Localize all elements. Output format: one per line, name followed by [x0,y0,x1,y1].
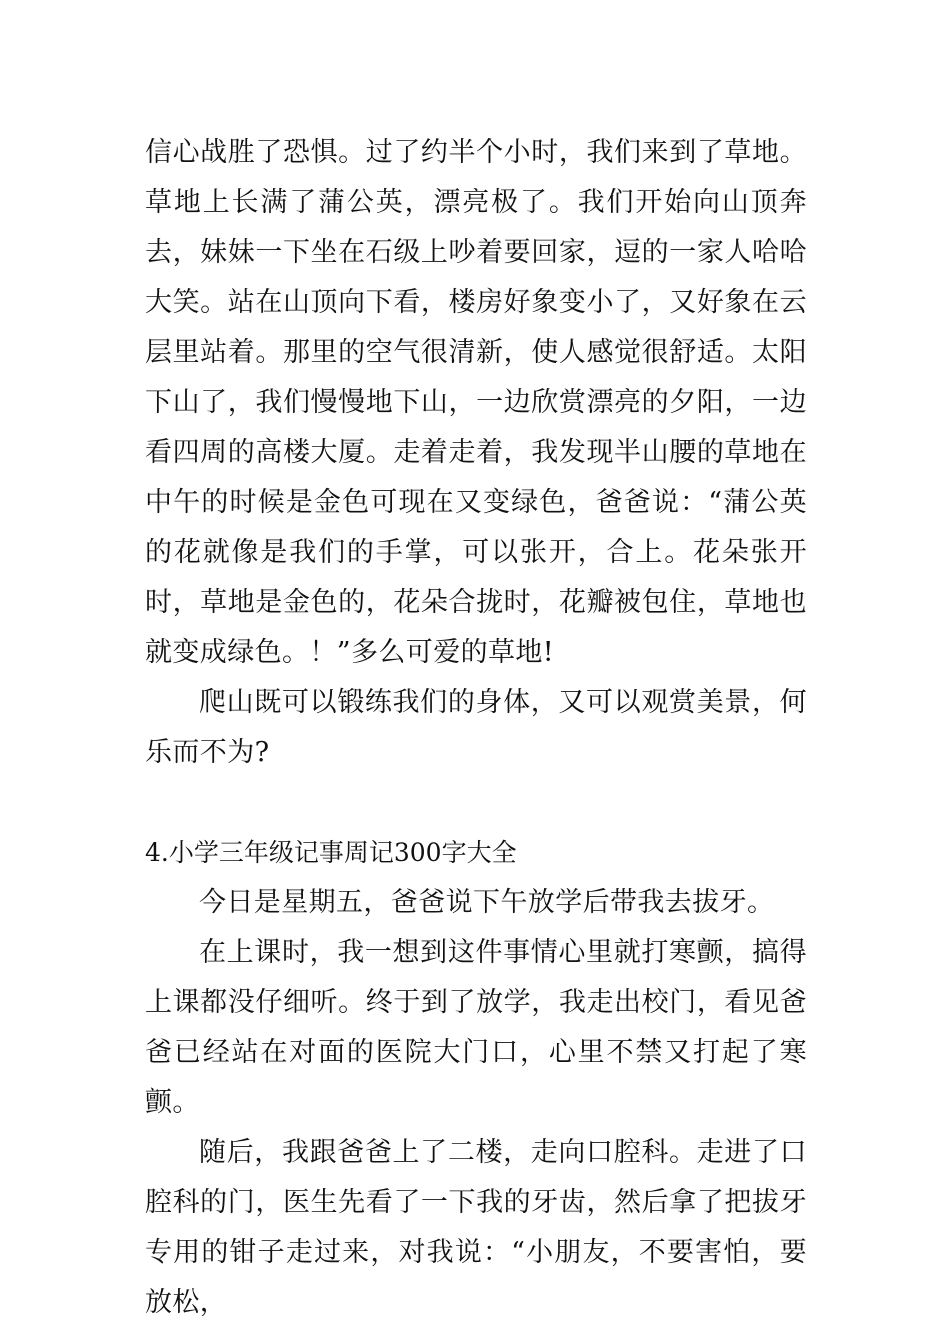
paragraph-continuation: 信心战胜了恐惧。过了约半个小时，我们来到了草地。草地上长满了蒲公英，漂亮极了。我们开始向山顶奔去，妹妹一下坐在石级上吵着要回家，逗的一家人哈哈大笑。站在山顶向下看，楼房好象变小了，又好象在云层里站着。那里的空气很清新，使人感觉很舒适。太阳下山了，我们慢慢地下山，一边欣赏漂亮的夕阳，一边看四周的高楼大厦。走着走着，我发现半山腰的草地在中午的时候是金色可现在又变绿色，爸爸说：“蒲公英的花就像是我们的手掌，可以张开，合上。花朵张开时，草地是金色的，花朵合拢时，花瓣被包住，草地也就变成绿色。！”多么可爱的草地! [145,137,807,668]
paragraph-class: 在上课时，我一想到这件事情心里就打寒颤，搞得上课都没仔细听。终于到了放学，我走出校门，看见爸爸已经站在对面的医院大门口，心里不禁又打起了寒颤。 [145,937,807,1118]
paragraph-clinic: 随后，我跟爸爸上了二楼，走向口腔科。走进了口腔科的门，医生先看了一下我的牙齿，然后拿了把拔牙专用的钳子走过来，对我说：“小朋友，不要害怕，要放松， [145,1137,807,1318]
paragraph-conclusion: 爬山既可以锻练我们的身体，又可以观赏美景，何乐而不为? [145,687,807,768]
document-body [145,128,807,1328]
section-heading: 4.小学三年级记事周记300字大全 [145,838,517,867]
section-spacer [145,778,807,828]
paragraph-intro: 今日是星期五，爸爸说下午放学后带我去拔牙。 [199,887,775,918]
